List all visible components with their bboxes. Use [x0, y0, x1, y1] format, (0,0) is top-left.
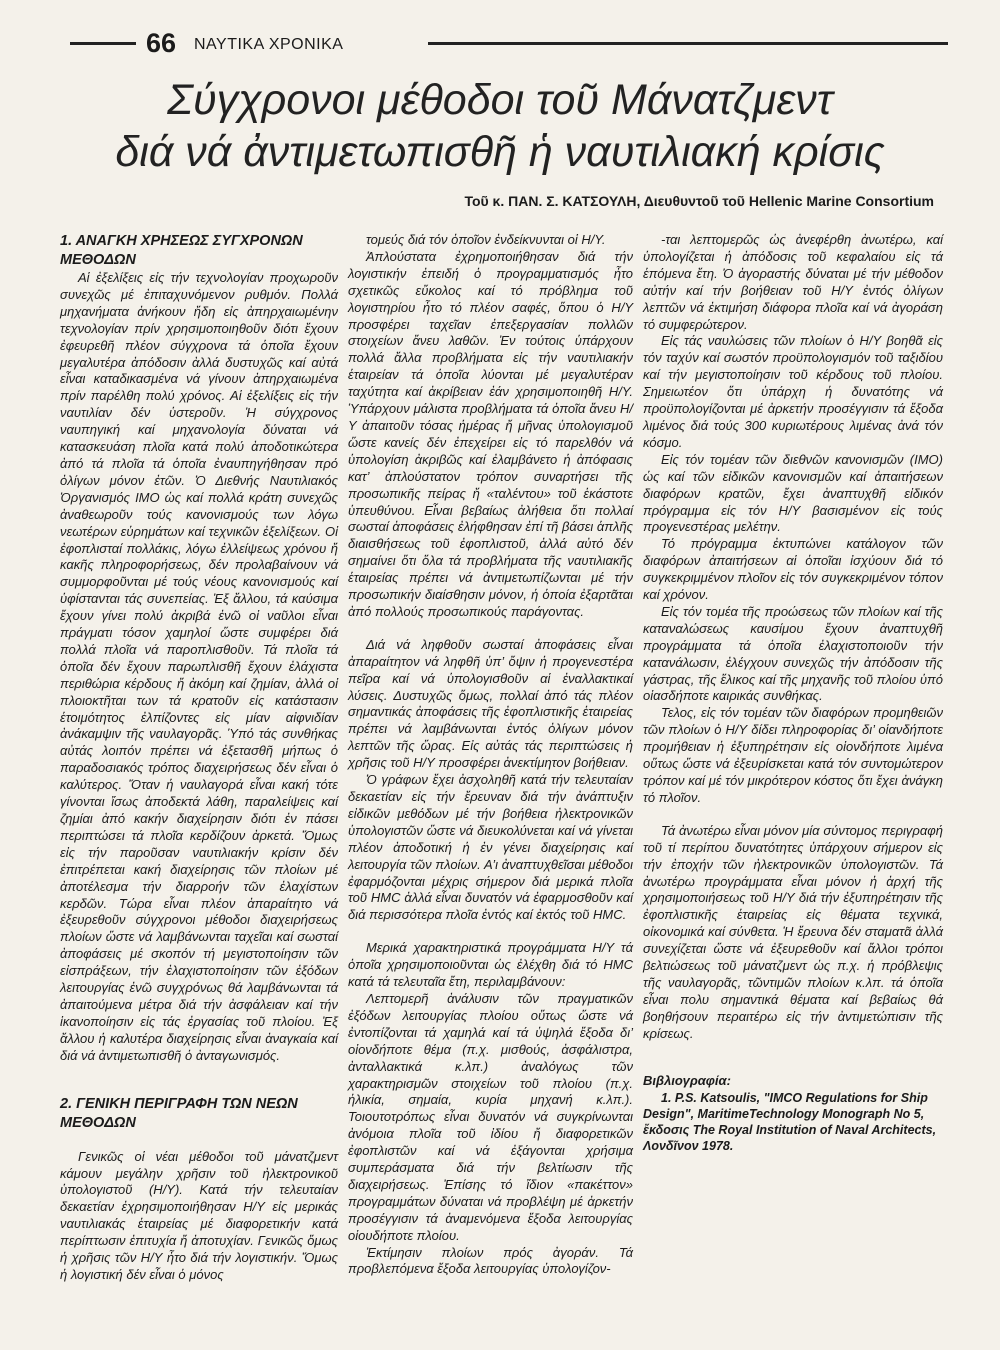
- magazine-name: ΝΑΥΤΙΚΑ ΧΡΟΝΙΚΑ: [194, 36, 344, 53]
- paragraph: τομεύς διά τόν ὁποῖον ἐνδείκνυνται οἱ Η/Υ.: [366, 232, 606, 247]
- paragraph: Αἱ ἐξελίξεις εἰς τήν τεχνολογίαν προχωροῦν συνεχῶς μέ ἐπιταχυνόμενον ρυθμόν. Πολλά μηχανήματα ἀνήκουν ἤδη εἰς ἀπηρχαιωμένην τεχνολογίαν πρίν χρησιμοποιηθοῦν διότι ἔχουν ἐφευρεθῆ πλέον σύγχρονα τά ὁποῖα ἔχουν μεγαλυτέρα ἀπόδοσιν ἀλλά δυστυχῶς καί αὐτά εἶναι καταδικασμένα νά γίνουν ἀπηρχαιωμένα πρίν παρέλθη πολύ χρόνος. Αἱ ἐξελίξεις εἰς τήν ναυτιλίαν δέν ὑστεροῦν. Ἡ σύγχρονος ναυπηγική καί μηχανολογία δύναται νά κατασκευάση πλοῖα κατά πολύ ἀποδοτικώτερα ἀπό τά πλοῖα τά ὁποῖα ἐναυπηγήθησαν πρό ὀλίγων μόνον ἐτῶν. Ὁ Διεθνής Ναυτιλιακός Ὀργανισμός IMO ὡς καί πολλά κράτη συνεχῶς ἀναθεωροῦν τούς κανονισμούς των λόγω νεωτέρων εὑρημάτων καί τεχνικῶν ἐξελίξεων. Οἱ ἐφοπλισταί πολλάκις, λόγω ἐλλείψεως χρόνου ἤ κακῆς πληροφορήσεως, δέν προλαβαίνουν νά συμμορφοῦνται μέ τούς νέους κανονισμούς καί ὑφίστανται τάς συνεπείας. Ἐξ ἄλλου, τά καύσιμα ἔχουν γίνει πολύ ἀκριβά ἐνῶ οἱ ναῦλοι εἶναι πράγματι τόσον χαμηλοί ὥστε συμφέρει διά πολλά πλοῖα νά παροπλισθοῦν. Τά πλοῖα τά ὁποῖα δέν ἔχουν παρωπλισθῆ ἔχουν ἐλάχιστα περιθώρια κέρδους ἤ ἀκόμη καί ζημίαν, ἀλλά οἱ πλοιοκτῆται των τά κρατοῦν εἰς κατάστασιν ἑτοιμότητος ἐλπίζοντες εἰς μίαν αἰφνιδίαν ἀνάκαμψιν τῆς ναυλαγορᾶς. Ὑπό τάς συνθήκας αὐτάς λοιπόν πρέπει νά ἐξετασθῆ μήπως ὁ παραδοσιακός τρόπος διαχειρήσεως δέν εἶναι ὁ καλύτερος. Ὅταν ἡ ναυλαγορά εἶναι κακή τότε γίνονται ἴσως ἀποδεκτά λάθη, παραλείψεις καί ζημίαι ἀπό κακήν διαχείρησιν διότι ἐν πάσει περιπτώσει τά πλοῖα κερδίζουν ἀρκετά. Ὅμως εἰς τήν παροῦσαν ναυτιλιακήν κρίσιν δέν ἐπιτρέπεται κακή διαχείρησις τῶν πλοίων μέ ἀποτέλεσμα τήν διαρροήν τῶν ἐλαχίστων κερδῶν. Τώρα εἶναι πλέον ἀπαραίτητο νά ἐξευρεθοῦν σύγχρονοι μέθοδοι διαχειρήσεως πλοίων ὥστε νά λαμβάνωνται ταχεῖαι καί σωσταί ἀποφάσεις μέ σκοπόν τή μεγιστοποίησιν τῶν εἰσπράξεων, τήν ἐλαχιστοποίησιν τῶν ἐξόδων λειτουργίας ἐνῶ συγχρόνως θά λαμβάνωνται τά ἀπαιτούμενα μέτρα διά τήν ἀσφάλειαν καί τήν ἱκανοποίησιν εἰς τάς ἐργασίας τοῦ πλοίου. Ἐξ ἄλλου ἡ καλυτέρα διαχείρησις εἶναι ἀναγκαία καί διά νά ἀντιμετωπισθῆ ὁ ἀνταγωνισμός.: [60, 270, 338, 1063]
- paragraph: Τό πρόγραμμα ἐκτυπώνει κατάλογον τῶν διαφόρων ἀπαιτήσεων αἱ ὁποῖαι ἰσχύουν διά τό συγκεκριμμένον πλοῖον εἰς τόν συγκεκριμένον τόπον καί χρόνον.: [643, 536, 943, 603]
- bibliography-heading: Βιβλιογραφία:: [643, 1072, 731, 1088]
- paragraph: Ἐκτίμησιν πλοίων πρός ἀγοράν. Τά προβλεπόμενα ἔξοδα λειτουργίας ὑπολογίζον-: [348, 1244, 633, 1277]
- section-2-heading: 2. ΓΕΝΙΚΗ ΠΕΡΙΓΡΑΦΗ ΤΩΝ ΝΕΩΝ ΜΕΘΟΔΩΝ: [60, 1095, 298, 1131]
- paragraph: Τελος, εἰς τόν τομέαν τῶν διαφόρων προμηθειῶν τῶν πλοίων ὁ Η/Υ δίδει πληροφορίας δι’ οἱανδήποτε προμήθειαν ἡ ἐξυπηρέτησιν εἰς οἱονδήποτε λιμένα οὕτως ὥστε νά ἐξευρίσκεται κατά τόν συντομώτερον τρόπον καί μέ τόν μικρότερον κόστος ὅτι ἔχει ἀνάγκη τό πλοῖον.: [643, 705, 943, 805]
- byline: Τοῦ κ. ΠΑΝ. Σ. ΚΑΤΣΟΥΛΗ, Διευθυντοῦ τοῦ Hellenic Marine Consortium: [464, 193, 934, 209]
- column-3: [643, 232, 943, 1154]
- header-rule-right: [428, 42, 948, 45]
- article-title-line-2: διά νά ἀντιμετωπισθῆ ἡ ναυτιλιακή κρίσις: [115, 128, 885, 176]
- header-rule-left: [70, 42, 136, 45]
- paragraph: Εἰς τόν τομέαν τῶν διεθνῶν κανονισμῶν (ΙΜΟ) ὡς καί τῶν εἰδικῶν κανονισμῶν καί ἀπαιτήσεων διαφόρων κρατῶν, ἔχει ἀναπτυχθῆ εἰδικόν πρόγραμμα εἰς τόν Η/Υ βασισμένον εἰς τούς προγενεστέρας μελέτην.: [643, 451, 943, 535]
- paragraph: Ἁπλούστατα ἐχρημοποιήθησαν διά τήν λογιστικήν ἐπειδή ὁ προγραμματισμός ἦτο σχετικῶς εὔκολος καί τό πρόβλημα τοῦ λογιστηρίου ἦτο τό πλέον σαφές, ὅπου ὁ Η/Υ προσφέρει ταχεῖαν ἐπεξεργασίαν πολλῶν στοιχείων ἄνευ λαθῶν. Ἐν τούτοις ὑπάρχουν πολλά ἄλλα προβλήματα εἰς τήν ναυτιλιακήν ἑταιρείαν τά ὁποῖα λύονται μέ μεγαλυτέραν ταχύτητα καί ἀκρίβειαν ἐάν χρησιμοποιηθῆ Η/Υ. Ὑπάρχουν μάλιστα προβλήματα τά ὁποῖα ἄνευ Η/Υ ἀπαιτοῦν τόσας ἡμέρας ἤ μῆνας ὑπολογισμοῦ ὥστε κανείς δέν ἐπεχείρει εἰς τό παρελθόν νά ὑπολογίση ἀκριβῶς καί ἐλαμβάνετο ἡ ἀπόφασις κατ’ ἀπλούστατον τρόπον συναρτήσει τῆς προσωπικῆς πείρας ἤ «ταλέντου» τοῦ ἑκάστοτε ὑπευθύνου. Εἶναι βεβαίως ἀλήθεια ὅτι πολλαί σωσταί ἀποφάσεις ἐλήφθησαν ἐπί τῆ βάσει ἁπλῆς διαισθήσεως τοῦ ἐφοπλιστοῦ, ἀλλά αὐτό δέν σημαίνει ὅτι ὅλα τά προβλήματα τῆς ναυτιλιακῆς ἑταιρείας πρέπει νά ἀντιμετωπίζωνται μέ τήν προσωπικήν διαίσθησιν μόνον, ἡ ὁποία ἐξαρτᾶται ἀπό πολλούς προσωπικούς παράγοντας.: [348, 248, 633, 619]
- page-header: [70, 28, 948, 60]
- column-1: [60, 232, 338, 1284]
- column-2: [348, 232, 633, 1278]
- paragraph: -ται λεπτομερῶς ὡς ἀνεφέρθη ἀνωτέρω, καί ὑπολογίζεται ἡ ἀπόδοσις τοῦ κεφαλαίου εἰς τά ἑπόμενα ἔτη. Ὁ ἀγοραστής δύναται μέ τήν μέθοδον αὐτήν καί τήν βοήθειαν τοῦ Η/Υ ἐντός ὀλίγων λεπτῶν νά ἐκτιμήση διάφορα πλοῖα καί νά ἀγοράση τό συμφερώτερον.: [643, 232, 943, 332]
- paragraph: Μερικά χαρακτηριστικά προγράμματα Η/Υ τά ὁποῖα χρησιμοποιοῦνται ὡς ἐλέχθη διά τό HMC κατά τά τελευταῖα ἔτη, περιλαμβάνουν:: [348, 940, 633, 990]
- paragraph: Τά ἀνωτέρω εἶναι μόνον μία σύντομος περιγραφή τοῦ τί περίπου δυνατότητες ὑπάρχουν σήμερον εἰς τήν ἐποχήν τῶν ἠλεκτρονικῶν ὑπολογιστῶν. Τά ἀνωτέρω προγράμματα εἶναι μόνον ἡ ἀρχή τῆς χρησιμοποιήσεως τοῦ Η/Υ διά τήν ἐξυπηρέτησιν τῆς ἐφοπλιστικῆς ἑταιρείας εἰς θέματα τεχνικά, οἰκονομικά καί σύνθετα. Ἡ ἔρευνα δέν σταματᾶ ἀλλά συνεχίζεται ὥστε νά ἐξευρεθοῦν καί ἄλλοι τρόποι βελτιώσεως τοῦ μάνατζμεντ ὡς π.χ. ἡ πρόβλεψις τῆς ναυλαγορᾶς, τῶντιμῶν πλοίων κ.λπ. τά ὁποῖα εἶναι πολυ σημαντικά θέματα καί βεβαίως θά βοηθήσουν περαιτέρω εἰς τήν ἀντιμετώπισιν τῆς κρίσεως.: [643, 822, 943, 1041]
- section-1-heading: 1. ΑΝΑΓΚΗ ΧΡΗΣΕΩΣ ΣΥΓΧΡΟΝΩΝ ΜΕΘΟΔΩΝ: [60, 233, 303, 268]
- paragraph: Εἰς τάς ναυλώσεις τῶν πλοίων ὁ Η/Υ βοηθᾶ εἰς τόν ταχύν καί σωστόν προϋπολογισμόν τοῦ ταξιδίου καί τήν μεγιστοποίησιν τοῦ κέρδους τοῦ πλοίου. Σημειωτέον ὅτι ὑπάρχη ἡ δυνατότης νά προϋπολογίζονται μέ ἀρκετήν προσέγγισιν τά ἔξοδα λιμένος διά τούς 300 κυριωτέρους λιμένας ἀνά τόν κόσμο.: [643, 333, 943, 450]
- paragraph: Λεπτομερῆ ἀνάλυσιν τῶν πραγματικῶν ἐξόδων λειτουργίας πλοίου οὕτως ὥστε νά ἐντοπίζονται τά χαμηλά καί τά ὑψηλά ἔξοδα δι’ οἱονδήποτε θέμα (π.χ. μισθούς, ἀσφάλιστρα, ἀνταλλακτικά κ.λπ.) ἀναλόγως τῶν χαρακτηρισμῶν στοιχείων τοῦ πλοίου (π.χ. ἡλικία, σημαία, κυρία μηχανή κ.λπ.). Τοιουτοτρόπως εἶναι δυνατόν νά συγκρίνωνται ἀνόμοια πλοῖα τοῦ ἰδίου ἤ διαφορετικῶν ἐφοπλιστῶν καί νά ἐξάγονται χρήσιμα συμπεράσματα διά τήν βελτίωσιν τῆς διαχειρήσεως. Ἐπίσης τό ἴδιον «πακέττον» προγραμμάτων δύναται νά προβλέψη μέ ἀρκετήν προσέγγισιν τά ἀναμενόμενα ἔξοδα λειτουργίας οἱουδήποτε πλοίου.: [348, 990, 633, 1243]
- article-title-line-1: Σύγχρονοι μέθοδοι τοῦ Μάνατζμεντ: [167, 76, 833, 124]
- page-number: 66: [146, 28, 177, 58]
- paragraph: Ὁ γράφων ἔχει ἀσχοληθῆ κατά τήν τελευταίαν δεκαετίαν εἰς τήν ἔρευναν διά τήν ἀνάπτυξιν εἰδικῶν μεθόδων μέ τήν βοήθεια ἠλεκτρονικῶν ὑπολογιστῶν ὥστε νά διευκολύνεται καί νά γίνεται πλέον ἀποδοτική ἡ ἐν γένει διαχείρησις καί λειτουργία τῶν πλοίων. Α’ι ἀναπτυχθεῖσαι μέθοδοι ἐφαρμόζονται μέχρις σήμερον διά μερικά πλοῖα τοῦ HMC ἀλλά εἶναι δυνατόν νά ἐφαρμοσθοῦν καί διά περισσότερα πλοῖα ἐντός καί ἐκτός τοῦ HMC.: [348, 772, 633, 923]
- paragraph: Εἰς τόν τομέα τῆς προώσεως τῶν πλοίων καί τῆς καταναλώσεως καυσίμου ἔχουν ἀναπτυχθῆ προγράμματα τά ὁποῖα ἐλαχιστοποιοῦν τήν κατανάλωσιν, ἐλέγχουν συνεχῶς τήν ἀπόδοσιν τῆς γάστρας, τῆς ἕλικος καί τῆς μηχανῆς τοῦ πλοίου ὑπό οἱασδήποτε καιρικάς συνθήκας.: [643, 603, 943, 704]
- paragraph: Διά νά ληφθοῦν σωσταί ἀποφάσεις εἶναι ἀπαραίτητον νά ληφθῆ ὑπ’ ὄψιν ἡ προγενεστέρα πεῖρα καί νά ὑπολογισθοῦν αἱ ἐναλλακτικαί λύσεις. Δυστυχῶς ὅμως, πολλαί ἀπό τάς πλέον σημαντικάς ἀποφάσεις τῆς ἐφοπλιστικῆς ἑταιρείας πρέπει νά λαμβάνωνται ἐντός ὀλίγων μόνον λεπτῶν τῆς ὥρας. Εἰς αὐτάς τάς περιπτώσεις ἡ χρῆσις τοῦ Η/Υ προσφέρει ἀνεκτίμητον βοήθειαν.: [348, 636, 633, 771]
- bibliography-item: 1. P.S. Katsoulis, "IMCO Regulations for Ship Design", MaritimeTechnology Monograph No 5, ἔκδοσις The Royal Institution of Naval Architects, Λονδῖνον 1978.: [643, 1090, 937, 1153]
- paragraph: Γενικῶς οἱ νέαι μέθοδοι τοῦ μάνατζμεντ κάμουν μεγάλην χρῆσιν τοῦ ἠλεκτρονικοῦ ὑπολογιστοῦ (Η/Υ). Κατά τήν τελευταίαν δεκαετίαν ἐχρησιμοποιήθησαν Η/Υ εἰς μερικάς ναυτιλιακάς ἑταιρείας μέ διαφορετικήν κατά περίπτωσιν ἐπιτυχία ἤ ἀποτυχίαν. Γενικῶς ὅμως ἡ χρῆσις τῶν Η/Υ ἦτο διά τήν λογιστικήν. Ὅμως ἡ λογιστική δέν εἶναι ὁ μόνος: [60, 1148, 338, 1282]
